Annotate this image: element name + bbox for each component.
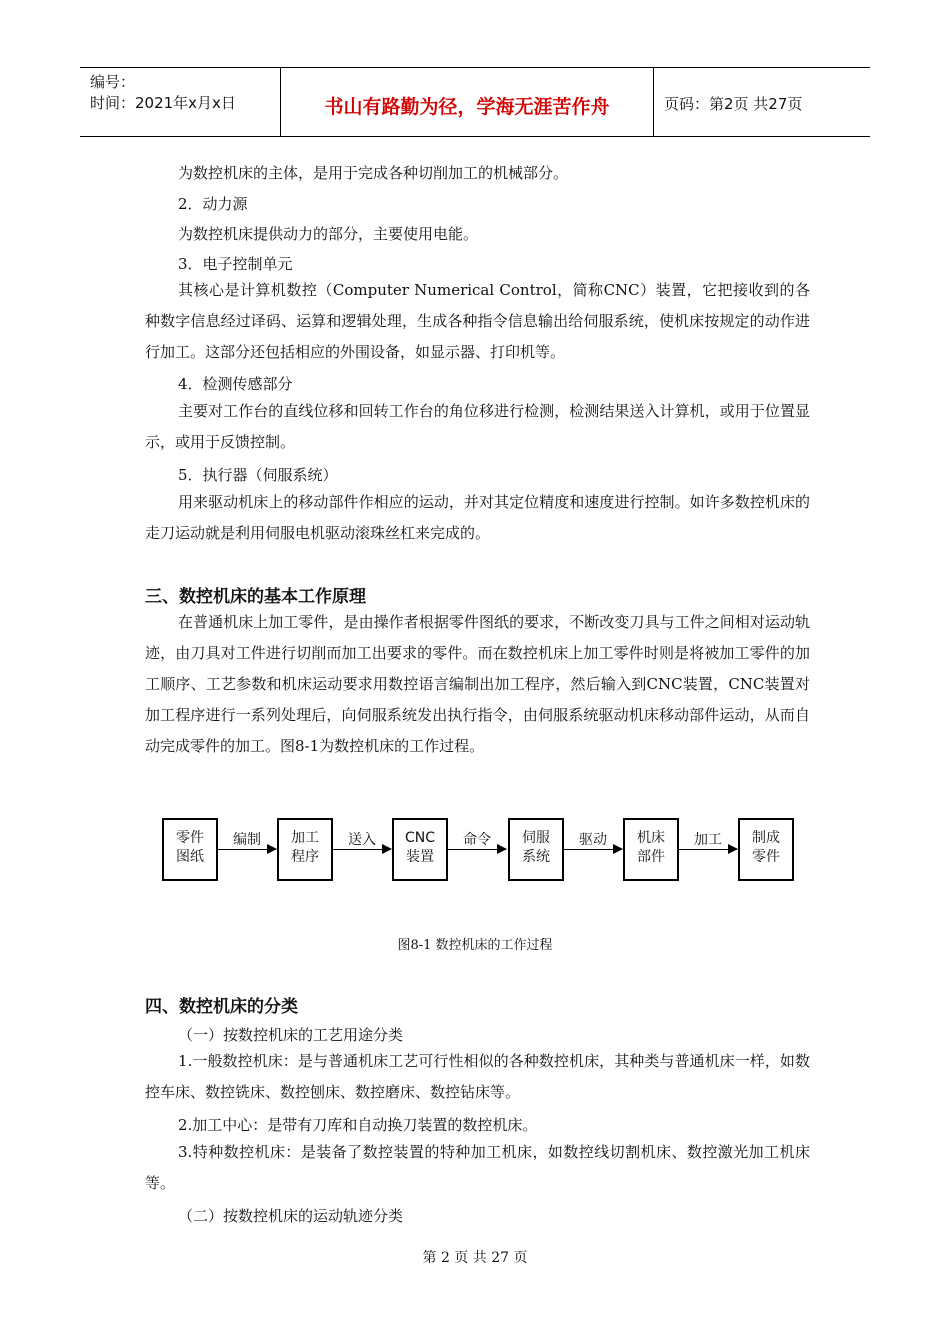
- paragraph-1: 为数控机床的主体，是用于完成各种切削加工的机械部分。: [178, 164, 569, 182]
- box-label-2: 部件: [637, 849, 665, 865]
- paragraph-8: 2.加工中心：是带有刀库和自动换刀装置的数控机床。: [178, 1116, 538, 1134]
- arrow-label-2: 送入: [348, 832, 376, 848]
- arrow-2: [333, 849, 391, 850]
- number-label: 编号：: [90, 73, 136, 91]
- section-3-title: 三、数控机床的基本工作原理: [145, 587, 366, 607]
- box-label-2: 零件: [752, 849, 780, 865]
- page-footer: 第 2 页 共 27 页: [422, 1250, 528, 1266]
- arrow-label-3: 命令: [463, 832, 491, 848]
- header-page-cell: [654, 68, 870, 136]
- paragraph-7: 1.一般数控机床：是与普通机床工艺可行性相似的各种数控机床，其种类与普通机床一样，如数控车床、数控铣床、数控刨床、数控磨床、数控钻床等。: [145, 1052, 810, 1101]
- box-label-2: 系统: [522, 849, 550, 865]
- date-label: 时间：2021年x月x日: [90, 94, 236, 112]
- box-label-2: 图纸: [176, 849, 204, 865]
- arrow-4: [564, 849, 622, 850]
- box-label-1: 伺服: [522, 830, 550, 846]
- arrow-1: [218, 849, 276, 850]
- box-finished-part: [738, 818, 794, 881]
- paragraph-6: 在普通机床上加工零件，是由操作者根据零件图纸的要求，不断改变刀具与工件之间相对运动轨迹，由刀具对工件进行切削而加工出要求的零件。而在数控机床上加工零件时则是将被加工零件的加工顺序、工艺参数和机床运动要求用数控语言编制出加工程序，然后输入到CNC装置，CNC装置对加工程序进行一系列处理后，向伺服系统发出执行指令，由伺服系统驱动机床移动部件运动，从而自动完成零件的加工。图8-1为数控机床的工作过程。: [145, 613, 810, 755]
- arrow-5: [679, 849, 737, 850]
- item-4-title: 4．检测传感部分: [178, 375, 293, 393]
- header-motto-cell: [281, 68, 654, 136]
- subsection-2-title: （二）按数控机床的运动轨迹分类: [178, 1207, 404, 1225]
- paragraph-9: 3.特种数控机床：是装备了数控装置的特种加工机床，如数控线切割机床、数控激光加工机床等。: [145, 1143, 810, 1192]
- figure-caption: 图8-1 数控机床的工作过程: [397, 938, 553, 953]
- item-5-title: 5．执行器（伺服系统）: [178, 466, 338, 484]
- box-machining-program: [277, 818, 333, 881]
- page-code: 页码：第2页 共27页: [664, 95, 803, 113]
- paragraph-4: 主要对工作台的直线位移和回转工作台的角位移进行检测，检测结果送入计算机，或用于位置显示，或用于反馈控制。: [145, 402, 810, 451]
- arrow-3: [448, 849, 506, 850]
- arrow-label-1: 编制: [233, 832, 261, 848]
- box-label-1: 机床: [637, 830, 665, 846]
- header-meta: [80, 68, 281, 136]
- item-2-title: 2．动力源: [178, 195, 248, 213]
- box-label-1: 加工: [291, 830, 319, 846]
- section-4-title: 四、数控机床的分类: [145, 997, 298, 1017]
- paragraph-2: 为数控机床提供动力的部分，主要使用电能。: [178, 225, 479, 243]
- box-cnc-device: [392, 818, 448, 881]
- box-part-drawing: [162, 818, 218, 881]
- paragraph-3: 其核心是计算机数控（Computer Numerical Control，简称CNC）装置，它把接收到的各种数字信息经过译码、运算和逻辑处理，生成各种指令信息输出给伺服系统，使机床按规定的动作进行加工。这部分还包括相应的外围设备，如显示器、打印机等。: [145, 281, 810, 361]
- item-3-title: 3．电子控制单元: [178, 255, 293, 273]
- box-label-2: 装置: [406, 849, 434, 865]
- arrow-label-4: 驱动: [579, 832, 607, 848]
- box-machine-parts: [623, 818, 679, 881]
- box-label-1: 制成: [752, 830, 780, 846]
- subsection-1-title: （一）按数控机床的工艺用途分类: [178, 1026, 404, 1044]
- box-label-1: CNC: [404, 830, 436, 846]
- box-label-2: 程序: [291, 849, 319, 865]
- paragraph-5: 用来驱动机床上的移动部件作相应的运动，并对其定位精度和速度进行控制。如许多数控机床的走刀运动就是利用伺服电机驱动滚珠丝杠来完成的。: [145, 493, 810, 542]
- box-servo-system: [508, 818, 564, 881]
- motto: 书山有路勤为径，学海无涯苦作舟: [324, 96, 610, 118]
- box-label-1: 零件: [176, 830, 204, 846]
- page-header: [80, 67, 870, 137]
- arrow-label-5: 加工: [694, 832, 722, 848]
